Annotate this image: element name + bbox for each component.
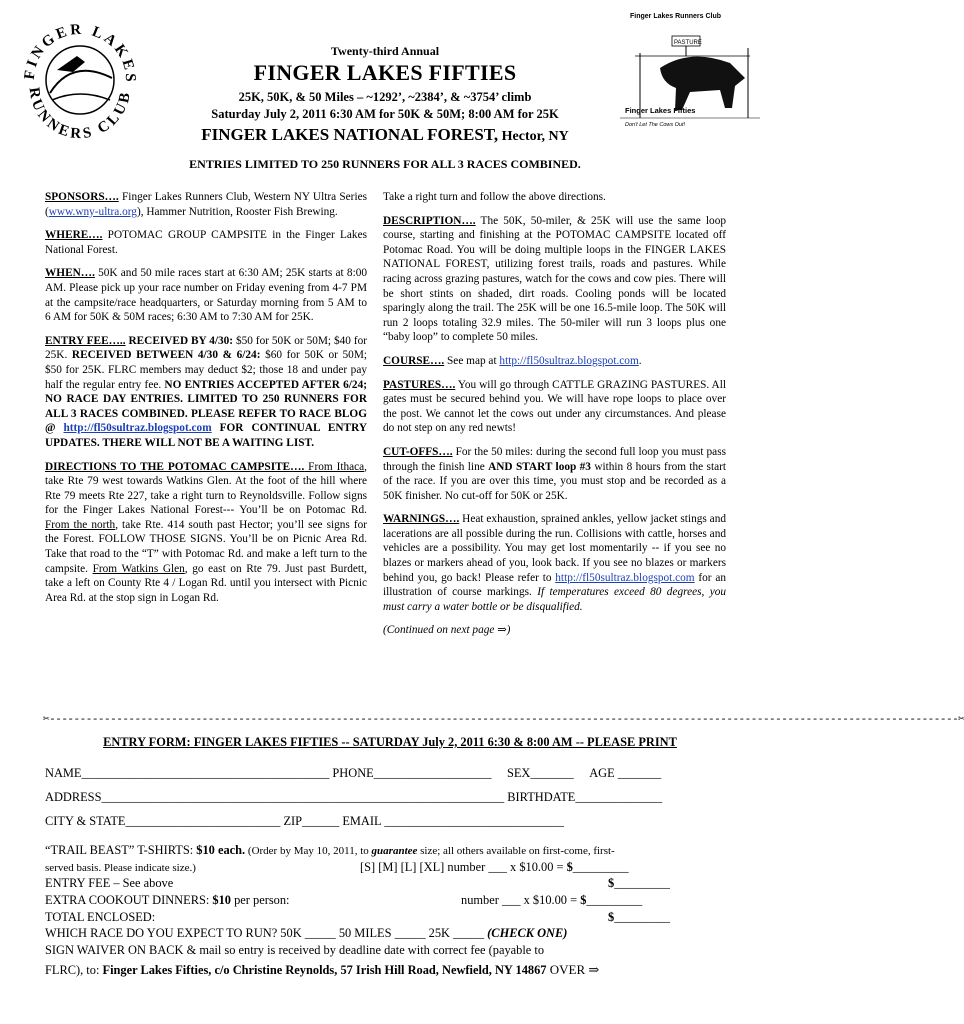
tshirt-guarantee: guarantee (371, 845, 418, 857)
tshirt-note-3: served basis. Please indicate size.) (45, 862, 196, 874)
form-row-fee (45, 876, 735, 891)
fee-early: $50 for 50K or 50M; $40 for 25K. (45, 334, 367, 362)
entry-form-title-text: ENTRY FORM: FINGER LAKES FIFTIES -- SATURDAY July 2, 2011 6:30 & 8:00 AM -- PLEASE PRINT (103, 735, 677, 749)
fee-received-by: RECEIVED BY 4/30: (125, 334, 234, 347)
pastures-text: You will go through CATTLE GRAZING PASTURES. All gates must be secured behind you. We will have rope loops to place over the post. We cannot let the cows out under any circumstances. And please do not step on any red newts! (383, 378, 726, 435)
age-field[interactable]: _______ (617, 766, 662, 780)
forest-location: Hector, NY (498, 129, 569, 144)
fee-received-between: RECEIVED BETWEEN 4/30 & 6/24: (71, 349, 261, 362)
form-row-address (45, 790, 735, 805)
markings-link[interactable]: http://fl50sultraz.blogspot.com (555, 571, 695, 584)
directions-paragraph (45, 460, 367, 606)
tshirt-label: “TRAIL BEAST” T-SHIRTS: (45, 843, 197, 857)
birthdate-label: BIRTHDATE (507, 790, 576, 804)
warnings-heading: WARNINGS…. (383, 513, 460, 526)
cutoffs-paragraph (383, 445, 726, 503)
cut-line: ✂-----------------------------------------------------------------------------------------------------------------------------------------------------✂ (43, 714, 964, 726)
dir-text-2: , take Rte. 414 south past Hector; you’ll see signs for the Forest. FOLLOW THOSE SIGNS. You’ll be on Picnic Area Rd. Take that road to the “T” with Potomac Rd. and make a left turn to the campsite. (45, 518, 367, 575)
when-text: 50K and 50 mile races start at 6:30 AM; 25K starts at 8:00 AM. Please pick up your race number on Friday evening from 4-7 PM at the campsite/race headquarters, or Saturday morning from 5 AM to 6 AM for 50K & 50M races; 6:30 AM to 7:30 AM for 25K. (45, 267, 367, 324)
turn-paragraph: Take a right turn and follow the above directions. (383, 191, 606, 203)
fee-notice: NO ENTRIES ACCEPTED AFTER 6/24; NO RACE DAY ENTRIES. LIMITED TO 250 RUNNERS FOR ALL 3 RACES COMBINED. PLEASE REFER TO RACE BLOG @ (45, 378, 367, 435)
tshirt-note-1: (Order by May 10, 2011, to (245, 845, 372, 857)
continued-note (383, 623, 726, 638)
tshirt-note-2: size; all others available on first-come, first- (417, 845, 615, 857)
logo-title-text: Finger Lakes Fifties (625, 106, 696, 115)
sex-label: SEX (506, 766, 531, 780)
pastures-heading: PASTURES…. (383, 378, 456, 391)
sponsors-paragraph (45, 190, 367, 219)
birthdate-field[interactable]: ______________ (575, 790, 663, 804)
email-field[interactable]: _____________________________ (384, 814, 564, 828)
cutoffs-loop3: AND START loop #3 (488, 460, 591, 473)
cutoffs-heading: CUT-OFFS…. (383, 445, 453, 458)
form-row-race (45, 926, 735, 941)
cutoffs-text-2: within 8 hours from the start of the race. If you are over this time, you must stop and be recorded as a 50K finisher. No cut-off for 50K or 25K. (383, 460, 727, 502)
when-paragraph (45, 266, 367, 324)
mail-address: Finger Lakes Fifties, c/o Christine Reynolds, 57 Irish Hill Road, Newfield, NY 14867 (102, 963, 547, 977)
logo-tag-text: Don't Let The Cows Out! (625, 122, 686, 128)
tshirt-sizes-text: [S] [M] [L] [XL] number ___ x $10.00 = (360, 860, 567, 874)
course-paragraph (383, 354, 726, 369)
course-map-link[interactable]: http://fl50sultraz.blogspot.com (499, 354, 639, 367)
sponsors-text-end: ), Hammer Nutrition, Rooster Fish Brewing. (136, 205, 338, 218)
cookout-label: EXTRA COOKOUT DINNERS: (45, 893, 213, 907)
entry-fee-dollar: $ (608, 876, 615, 890)
sponsors-heading: SPONSORS…. (45, 191, 119, 203)
warnings-text-2: for an illustration of course markings. (383, 571, 726, 599)
fee-late: $60 for 50K or 50M; $50 for 25K. FLRC members may deduct $2; those 18 and under pay half the regular entry fee. (45, 349, 367, 391)
city-field[interactable]: _________________________ (125, 814, 281, 828)
age-label: AGE (589, 766, 615, 780)
description-heading: DESCRIPTION…. (383, 214, 476, 227)
form-row-city (45, 814, 735, 829)
sponsor-link[interactable]: www.wny-ultra.org (48, 205, 137, 218)
warnings-paragraph (383, 512, 726, 614)
email-label: EMAIL (342, 814, 382, 828)
forest-line (0, 125, 770, 145)
right-column (383, 190, 726, 647)
tshirt-total-field[interactable]: _________ (572, 860, 629, 874)
left-column (45, 190, 367, 614)
logo-text-bottom: RUNNERS CLUB (25, 86, 135, 143)
tshirt-dollar: $ (566, 860, 573, 874)
total-dollar: $ (608, 910, 615, 924)
where-heading: WHERE…. (45, 229, 103, 242)
city-label: CITY & STATE (45, 814, 126, 828)
waiver-text: SIGN WAIVER ON BACK & mail so entry is received by deadline date with correct fee (payable to (45, 943, 545, 957)
forest-name: FINGER LAKES NATIONAL FOREST, (201, 125, 499, 144)
check-one-note: (CHECK ONE) (487, 926, 568, 940)
dir-from-ithaca: From Ithaca (304, 460, 365, 473)
cutoffs-text-1: For the 50 miles: during the second full loop you must pass through the finish line (383, 445, 726, 473)
dir-text-1: , take Rte 79 west towards Watkins Glen. At the foot of the hill where Rte 79 meets Rte 227, take a right turn to Reynoldsville. Follow signs for the Finger Lakes National Forest--- You’ll be on Potomac Rd. (45, 460, 367, 517)
address-field[interactable]: _________________________________________________________________ (101, 790, 505, 804)
course-text-end: . (638, 354, 642, 367)
entry-fee-amount[interactable] (608, 876, 670, 891)
total-label: TOTAL ENCLOSED: (45, 910, 156, 924)
where-text: POTOMAC GROUP CAMPSITE in the Finger Lakes National Forest. (45, 229, 367, 256)
cookout-number-text: number ___ x $10.00 = (461, 893, 581, 907)
course-text: See map at (444, 354, 500, 367)
form-row-total (45, 910, 735, 925)
entry-limit-notice: ENTRIES LIMITED TO 250 RUNNERS FOR ALL 3 RACES COMBINED. (189, 157, 581, 171)
zip-label: ZIP (283, 814, 303, 828)
over-arrow: OVER ⇒ (546, 962, 600, 977)
form-row-waiver (45, 943, 735, 958)
form-row-tshirt-sizes (45, 860, 735, 875)
fee-paragraph (45, 334, 367, 451)
phone-field[interactable]: ___________________ (373, 766, 492, 780)
entry-form-title (45, 735, 735, 750)
entry-fee-label: ENTRY FEE – See above (45, 876, 174, 890)
description-text: The 50K, 50-miler, & 25K will use the same loop course, starting and finishing at the POTOMAC CAMPSITE located off Potomac Road. You will be doing multiple loops in the FINGER LAKES NATIONAL FOREST, utilizing forest trails, roads and pastures. While racing across grazing pastures, watch for the cows and cow pies. There will be short stints on shaded, dirt roads. Cooling ponds will be located sparingly along the trail. The 25K will be one 16.5-mile loop. The 50K will run 2 loops totaling 32.9 miles. The 50-miler will run 3 loops plus one “baby loop” to complete 50 miles. (383, 214, 726, 344)
address-label: ADDRESS (45, 790, 102, 804)
annual-label: Twenty-third Annual (330, 44, 440, 58)
form-row-name (45, 766, 735, 781)
tshirt-price: $10 each. (196, 843, 246, 857)
description-paragraph (383, 214, 726, 345)
total-amount[interactable] (608, 910, 670, 925)
distances-line: 25K, 50K, & 50 Miles – ~1292’, ~2384’, & ~3754’ climb (238, 90, 532, 104)
logo-club-text: Finger Lakes Runners Club (630, 13, 722, 20)
name-field[interactable]: ________________________________________ (81, 766, 330, 780)
zip-field[interactable]: ______ (302, 814, 340, 828)
warnings-text-1: Heat exhaustion, sprained ankles, yellow jacket stings and lacerations are all possible during the run. Collisions with cattle, horses and vehicles are a possibility. You may get lost momentarily -- if you see no blazes or markers ahead of you, look back. If you see no blazes or markers behind you, go back! Please refer to (383, 513, 726, 584)
cookout-per-person: per person: (231, 893, 290, 907)
dir-from-watkins-glen: From Watkins Glen (92, 562, 185, 575)
date-line: Saturday July 2, 2011 6:30 AM for 50K & 50M; 8:00 AM for 25K (211, 107, 559, 121)
form-row-address-mail (45, 962, 735, 978)
warnings-heat-notice: If temperatures exceed 80 degrees, you must carry a water bottle or be disqualified. (383, 586, 727, 613)
pastures-paragraph (383, 378, 726, 436)
where-paragraph (45, 228, 367, 257)
when-heading: WHEN…. (45, 267, 95, 280)
race-choice-label[interactable]: WHICH RACE DO YOU EXPECT TO RUN? 50K _____ 50 MILES _____ 25K _____ (45, 926, 488, 940)
phone-label: PHONE (332, 766, 374, 780)
total-field[interactable]: _________ (614, 910, 670, 924)
blog-link[interactable]: http://fl50sultraz.blogspot.com (63, 422, 212, 435)
pasture-sign-text: PASTURE (674, 40, 702, 46)
directions-heading: DIRECTIONS TO THE POTOMAC CAMPSITE…. (45, 460, 305, 473)
name-label: NAME (45, 766, 82, 780)
cookout-number[interactable] (461, 893, 642, 908)
logo-text-top: FINGER LAKES (21, 21, 139, 85)
form-row-tshirt (45, 843, 735, 858)
cookout-price: $10 (212, 893, 231, 907)
sponsors-text: Finger Lakes Runners Club, Western NY Ultra Series ( (45, 191, 367, 218)
fee-heading: ENTRY FEE….. (45, 334, 126, 347)
continued-text: (Continued on next page ⇒) (383, 624, 511, 637)
page-title: FINGER LAKES FIFTIES (253, 60, 517, 85)
cookout-dollar: $ (580, 893, 587, 907)
sex-field[interactable]: _______ (530, 766, 574, 780)
course-heading: COURSE…. (383, 354, 445, 367)
mail-to-label: FLRC), to: (45, 963, 103, 977)
dir-text-3: , go east on Rte 79. Just past Burdett, take a left on County Rte 4 / Logan Rd. until you intersect with Picnic Area Rd. at the stop sign in Logan Rd. (45, 562, 367, 604)
entry-fee-field[interactable]: _________ (614, 876, 670, 890)
dir-from-north: From the north (45, 518, 116, 531)
cookout-total-field[interactable]: _________ (586, 893, 643, 907)
form-row-cookout (45, 893, 735, 908)
fee-waiting-list: FOR CONTINUAL ENTRY UPDATES. THERE WILL NOT BE A WAITING LIST. (45, 422, 367, 449)
tshirt-sizes[interactable] (360, 860, 629, 875)
